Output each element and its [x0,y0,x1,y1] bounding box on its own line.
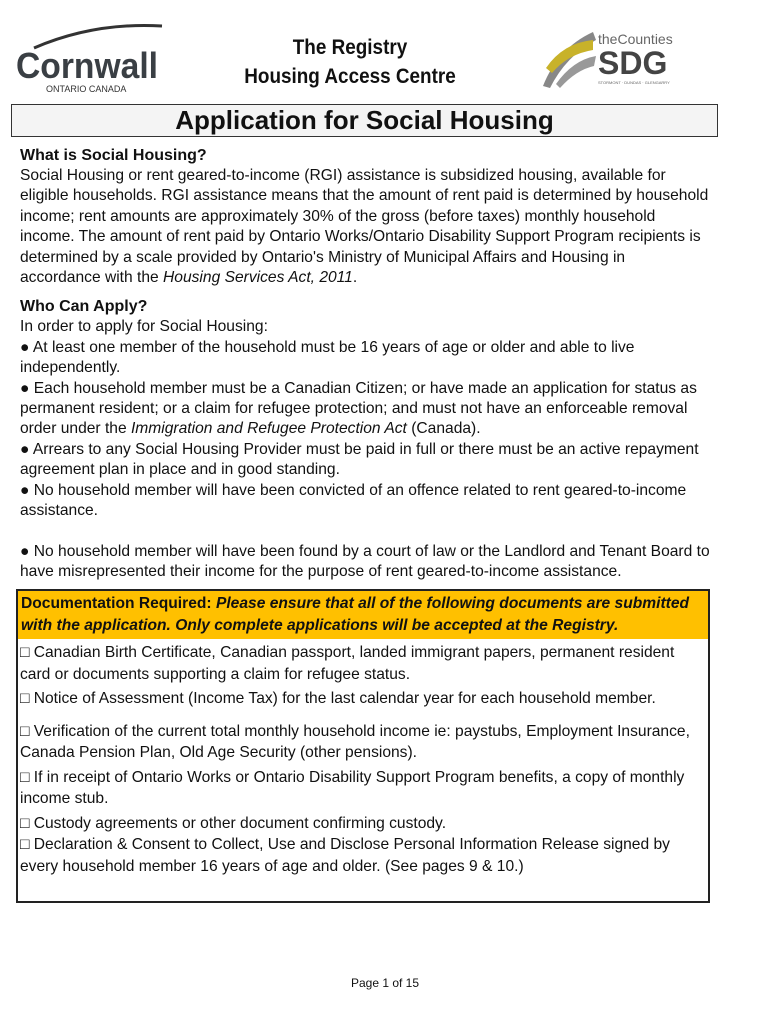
document-item: □ If in receipt of Ontario Works or Ontario Disability Support Program benefits, a copy of monthly income stub. [20,768,685,807]
svg-text:ONTARIO CANADA: ONTARIO CANADA [46,84,127,94]
who-intro: In order to apply for Social Housing: [20,318,268,336]
document-item: □ Notice of Assessment (Income Tax) for the last calendar year for each household member. [20,690,656,707]
what-body: Social Housing or rent geared-to-income (RGI) assistance is subsidized housing, available for eligible households. RGI assistance means that the amount of rent paid is determined by household income; rent amounts are approximately 30% of the gross (before taxes) monthly household income. The amount of rent paid by Ontario Works/Ontario Disability Support Program recipients is determined by a scale provided by Ontario's Ministry of Municipal Affairs and Housing in accordance with the Housing Services Act, 2011. [20,167,709,287]
page-title: Application for Social Housing [11,104,718,137]
documentation-box [16,589,710,903]
who-bullet: ● At least one member of the household must be 16 years of age or older and able to live independently. [20,338,635,377]
svg-text:Cornwall: Cornwall [16,45,158,86]
svg-text:theCounties: theCounties [598,31,673,47]
who-heading: Who Can Apply? [20,298,148,316]
who-bullet: ● Arrears to any Social Housing Provider must be paid in full or there must be an active repayment agreement plan in place and in good standing. [20,440,699,479]
document-item: □ Verification of the current total monthly household income ie: paystubs, Employment Insurance, Canada Pension Plan, Old Age Security (other pensions). [20,722,690,761]
page-number: Page 1 of 15 [350,976,420,990]
document-item: □ Declaration & Consent to Collect, Use and Disclose Personal Information Release signed by every household member 16 years of age and older. (See pages 9 & 10.) [20,836,670,875]
who-bullet: ● No household member will have been found by a court of law or the Landlord and Tenant Board to have misrepresented their income for the purpose of rent geared-to-income assistance. [20,542,710,580]
document-item: □ Canadian Birth Certificate, Canadian passport, landed immigrant papers, permanent resident card or documents supporting a claim for refugee status. [20,644,675,683]
header-line-2: Housing Access Centre [244,65,456,88]
sdg-logo [538,18,688,93]
what-heading: What is Social Housing? [20,147,207,164]
cornwall-logo [14,20,164,95]
who-bullet: ● No household member will have been convicted of an offence related to rent geared-to-income assistance. [20,481,687,520]
svg-text:STORMONT · DUNDAS · GLENGARRY: STORMONT · DUNDAS · GLENGARRY [598,80,670,85]
header-line-1: The Registry [292,36,408,59]
documentation-header: Documentation Required: Please ensure that all of the following documents are submitted with the application. Only complete applications will be accepted at the Registry. [18,591,708,639]
document-item: □ Custody agreements or other document confirming custody. [20,814,447,832]
who-bullet: ● Each household member must be a Canadian Citizen; or have made an application for status as permanent resident; or a claim for refugee protection; and must not have an enforceable removal order under the Immigration and Refugee Protection Act (Canada). [20,379,697,438]
svg-text:SDG: SDG [598,45,668,81]
